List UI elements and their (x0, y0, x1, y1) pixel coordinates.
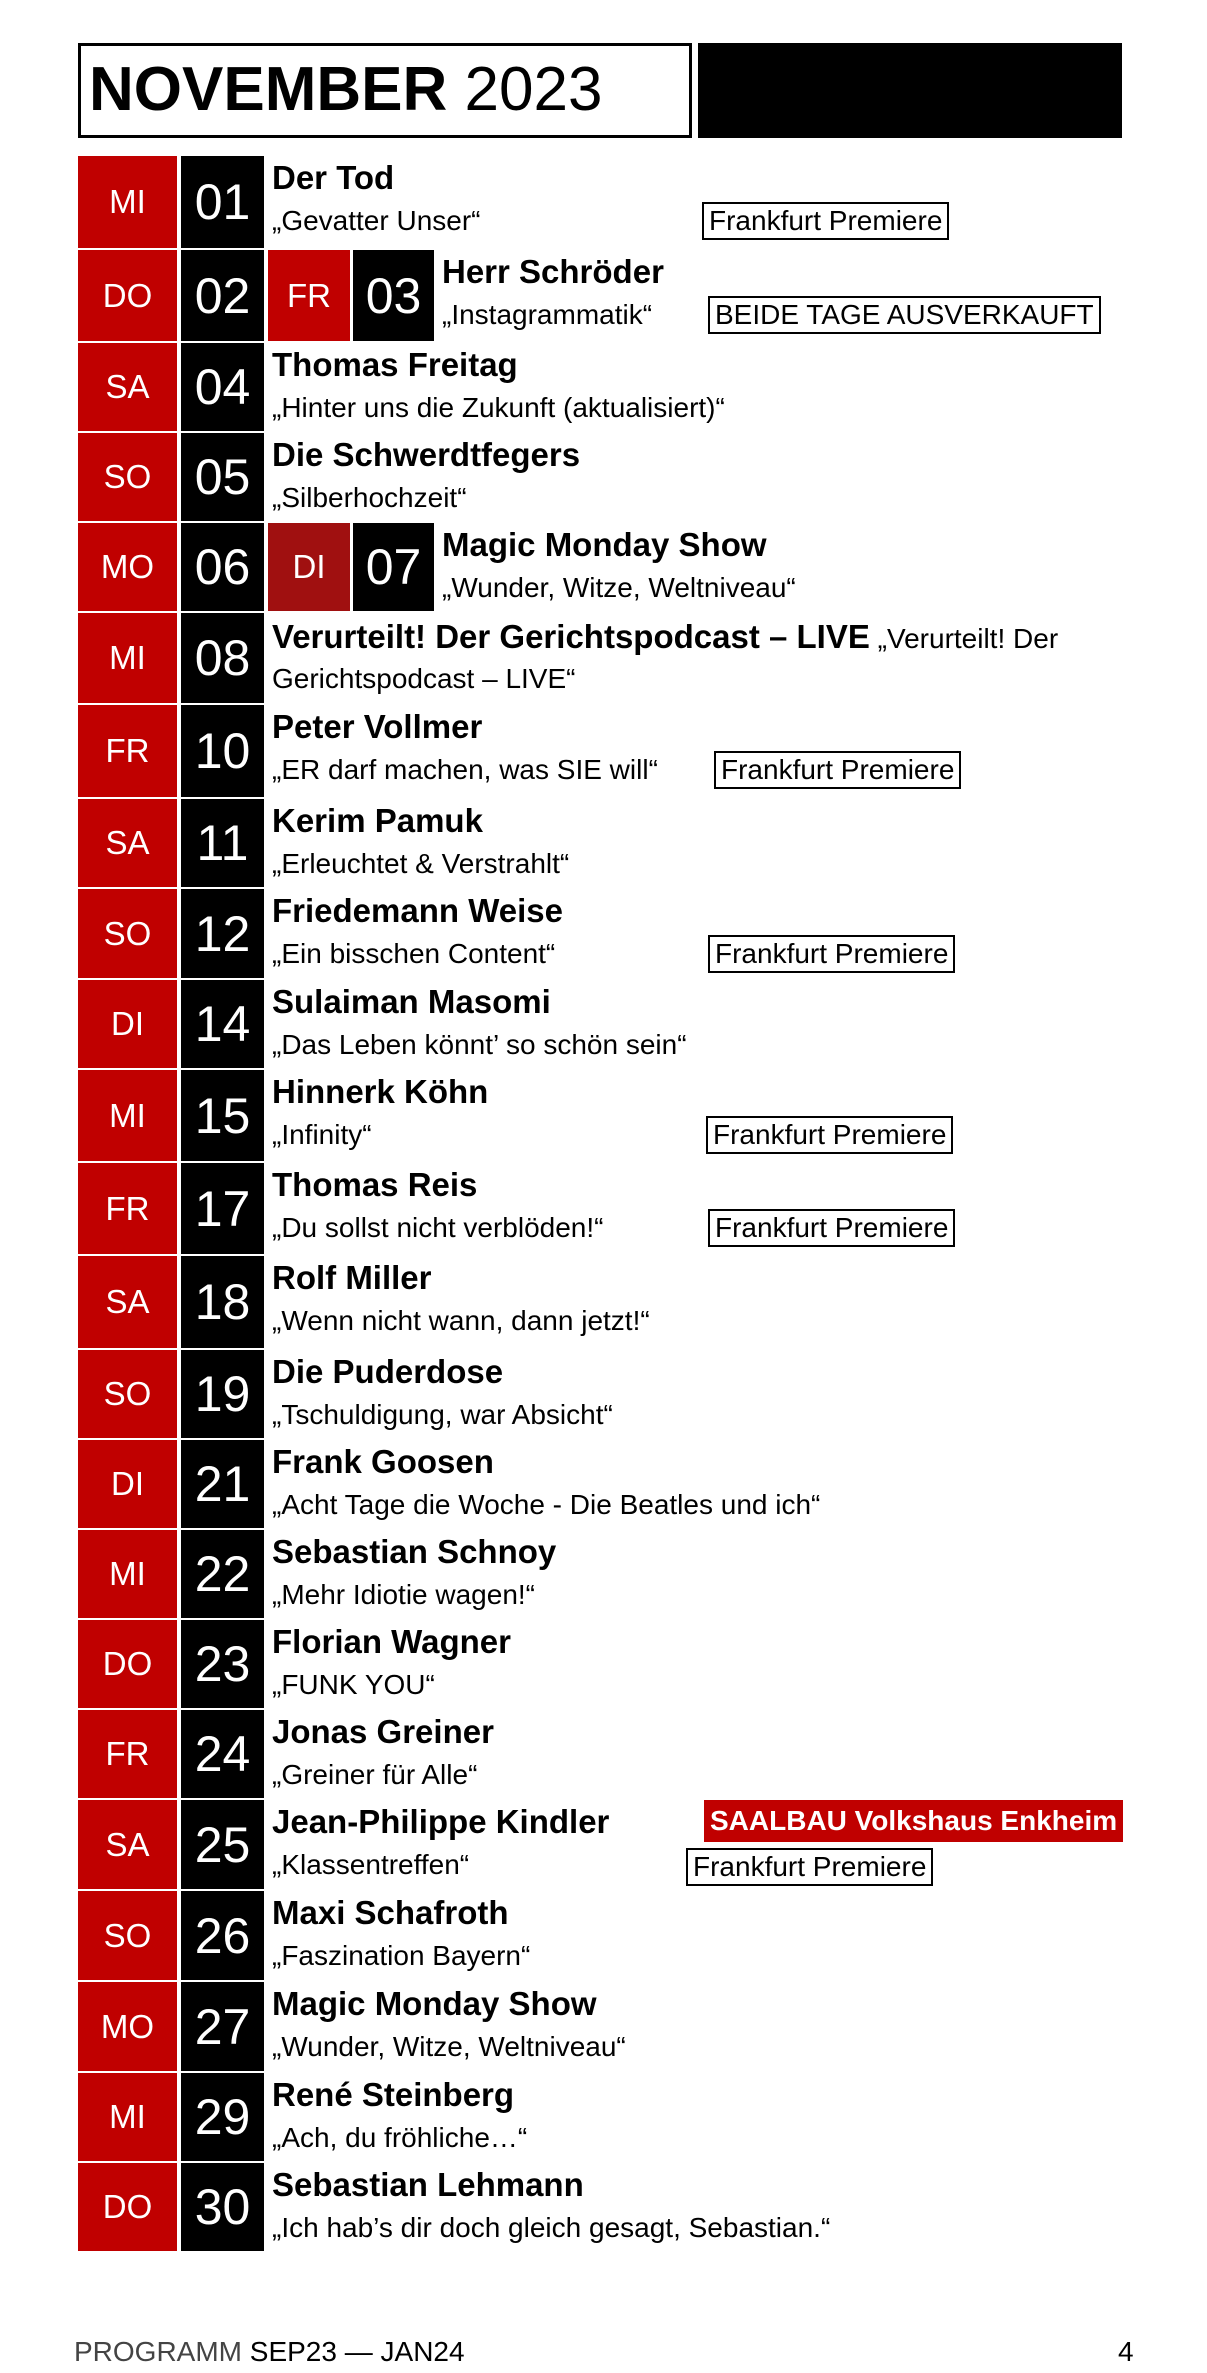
date-cell: 27 (181, 1982, 264, 2071)
weekday-cell: MI (78, 1530, 177, 1618)
weekday-cell: MI (78, 156, 177, 248)
footer-programme-label (74, 2336, 465, 2368)
weekday-cell: FR (78, 1710, 177, 1798)
programme-title: „ER darf machen, was SIE will“ (272, 754, 658, 785)
artist-name: Verurteilt! Der Gerichtspodcast – LIVE (272, 618, 870, 655)
date-cell: 17 (181, 1163, 264, 1254)
artist-name: Maxi Schafroth (272, 1894, 509, 1931)
event-row (78, 1620, 1122, 1708)
date-cell: 22 (181, 1530, 264, 1618)
artist-name: Florian Wagner (272, 1623, 511, 1660)
artist-name: Sebastian Lehmann (272, 2166, 584, 2203)
year: 2023 (464, 55, 603, 124)
date-cell-second: 03 (353, 250, 434, 341)
programme-title: „Ach, du fröhliche…“ (272, 2122, 528, 2153)
date-cell: 19 (181, 1350, 264, 1438)
premiere-badge: Frankfurt Premiere (702, 202, 949, 240)
footer-prefix: PROGRAMM (74, 2336, 250, 2367)
event-row (78, 250, 1122, 341)
artist-name: Der Tod (272, 159, 395, 196)
event-row (78, 343, 1122, 431)
weekday-cell-second: FR (268, 250, 350, 341)
event-row (78, 705, 1122, 797)
event-row (78, 156, 1122, 248)
event-row (78, 1982, 1122, 2071)
artist-name: Peter Vollmer (272, 708, 483, 745)
event-row (78, 1350, 1122, 1438)
date-cell: 02 (181, 250, 264, 341)
weekday-cell-second: DI (268, 523, 350, 611)
venue-badge: SAALBAU Volkshaus Enkheim (704, 1800, 1123, 1842)
page-header (78, 43, 1122, 138)
weekday-cell: FR (78, 1163, 177, 1254)
event-row (78, 980, 1122, 1068)
artist-name: Hinnerk Köhn (272, 1073, 489, 1110)
artist-name: Die Puderdose (272, 1353, 504, 1390)
programme-title: „Erleuchtet & Verstrahlt“ (272, 848, 570, 879)
programme-title: „Das Leben könnt’ so schön sein“ (272, 1029, 687, 1060)
weekday-cell: DO (78, 2163, 177, 2251)
weekday-cell: SO (78, 1350, 177, 1438)
event-row (78, 613, 1122, 703)
date-cell: 26 (181, 1891, 264, 1980)
event-row (78, 1530, 1122, 1618)
date-cell-second: 07 (353, 523, 434, 611)
artist-name: René Steinberg (272, 2076, 515, 2113)
sold-out-badge: BEIDE TAGE AUSVERKAUFT (708, 296, 1101, 334)
date-cell: 29 (181, 2073, 264, 2161)
event-row (78, 799, 1122, 887)
programme-title: „Ein bisschen Content“ (272, 938, 556, 969)
date-cell: 24 (181, 1710, 264, 1798)
programme-title: „Wunder, Witze, Weltniveau“ (442, 572, 796, 603)
programme-title: „Hinter uns die Zukunft (aktualisiert)“ (272, 392, 725, 423)
premiere-badge: Frankfurt Premiere (714, 751, 961, 789)
date-cell: 11 (181, 799, 264, 887)
date-cell: 01 (181, 156, 264, 248)
programme-title: „Wunder, Witze, Weltniveau“ (272, 2031, 626, 2062)
artist-name: Herr Schröder (442, 253, 664, 290)
artist-name: Jean-Philippe Kindler (272, 1803, 610, 1840)
artist-name: Frank Goosen (272, 1443, 494, 1480)
weekday-cell: SO (78, 1891, 177, 1980)
event-row (78, 1440, 1122, 1528)
month-title-box (78, 43, 692, 138)
date-cell: 06 (181, 523, 264, 611)
weekday-cell: SA (78, 343, 177, 431)
date-cell: 18 (181, 1256, 264, 1348)
footer-season: SEP23 — JAN24 (249, 2336, 465, 2367)
weekday-cell: DI (78, 1440, 177, 1528)
weekday-cell: MI (78, 1070, 177, 1161)
event-text (272, 617, 1132, 699)
programme-title: „Gevatter Unser“ (272, 205, 481, 236)
programme-title: „Du sollst nicht verblöden!“ (272, 1212, 604, 1243)
date-cell: 21 (181, 1440, 264, 1528)
premiere-badge: Frankfurt Premiere (708, 935, 955, 973)
date-cell: 04 (181, 343, 264, 431)
weekday-cell: MO (78, 523, 177, 611)
artist-name: Thomas Reis (272, 1166, 478, 1203)
event-row (78, 2073, 1122, 2161)
programme-title: „Silberhochzeit“ (272, 482, 467, 513)
programme-title: „FUNK YOU“ (272, 1669, 435, 1700)
artist-name: Rolf Miller (272, 1259, 432, 1296)
date-cell: 15 (181, 1070, 264, 1161)
event-row (78, 1256, 1122, 1348)
date-cell: 12 (181, 889, 264, 978)
programme-title: „Greiner für Alle“ (272, 1759, 478, 1790)
artist-name: Jonas Greiner (272, 1713, 494, 1750)
date-cell: 25 (181, 1800, 264, 1889)
artist-name: Sulaiman Masomi (272, 983, 551, 1020)
programme-title: „Verurteilt! Der Gerichtspodcast – LIVE“ (272, 623, 1059, 694)
event-row (78, 889, 1122, 978)
weekday-cell: SA (78, 1800, 177, 1889)
programme-title: „Instagrammatik“ (442, 299, 653, 330)
weekday-cell: SO (78, 889, 177, 978)
month-name: NOVEMBER (89, 55, 448, 124)
weekday-cell: DO (78, 250, 177, 341)
date-cell: 14 (181, 980, 264, 1068)
premiere-badge: Frankfurt Premiere (706, 1116, 953, 1154)
artist-name: Thomas Freitag (272, 346, 518, 383)
event-row (78, 1800, 1122, 1889)
date-cell: 30 (181, 2163, 264, 2251)
artist-name: Sebastian Schnoy (272, 1533, 557, 1570)
premiere-badge: Frankfurt Premiere (708, 1209, 955, 1247)
month-title (89, 52, 602, 128)
programme-title: „Ich hab’s dir doch gleich gesagt, Sebastian.“ (272, 2212, 831, 2243)
premiere-badge: Frankfurt Premiere (686, 1848, 933, 1886)
weekday-cell: SO (78, 433, 177, 521)
programme-title: „Faszination Bayern“ (272, 1940, 531, 1971)
programme-title: „Wenn nicht wann, dann jetzt!“ (272, 1305, 650, 1336)
weekday-cell: MO (78, 1982, 177, 2071)
programme-title: „Tschuldigung, war Absicht“ (272, 1399, 613, 1430)
programme-title: „Klassentreffen“ (272, 1849, 470, 1880)
page-number: 4 (1118, 2336, 1134, 2367)
artist-name: Magic Monday Show (442, 526, 767, 563)
date-cell: 10 (181, 705, 264, 797)
artist-name: Die Schwerdtfegers (272, 436, 581, 473)
programme-title: „Mehr Idiotie wagen!“ (272, 1579, 536, 1610)
event-row (78, 1710, 1122, 1798)
date-cell: 05 (181, 433, 264, 521)
weekday-cell: SA (78, 799, 177, 887)
weekday-cell: MI (78, 2073, 177, 2161)
event-row (78, 1070, 1122, 1161)
header-black-block (698, 43, 1122, 138)
date-cell: 08 (181, 613, 264, 703)
event-row (78, 2163, 1122, 2251)
programme-title: „Acht Tage die Woche - Die Beatles und ich“ (272, 1489, 821, 1520)
artist-name: Kerim Pamuk (272, 802, 483, 839)
event-row (78, 1891, 1122, 1980)
artist-name: Friedemann Weise (272, 892, 563, 929)
weekday-cell: FR (78, 705, 177, 797)
event-row (78, 523, 1122, 611)
weekday-cell: SA (78, 1256, 177, 1348)
weekday-cell: MI (78, 613, 177, 703)
event-row (78, 1163, 1122, 1254)
date-cell: 23 (181, 1620, 264, 1708)
programme-title: „Infinity“ (272, 1119, 372, 1150)
weekday-cell: DI (78, 980, 177, 1068)
weekday-cell: DO (78, 1620, 177, 1708)
artist-name: Magic Monday Show (272, 1985, 597, 2022)
event-row (78, 433, 1122, 521)
